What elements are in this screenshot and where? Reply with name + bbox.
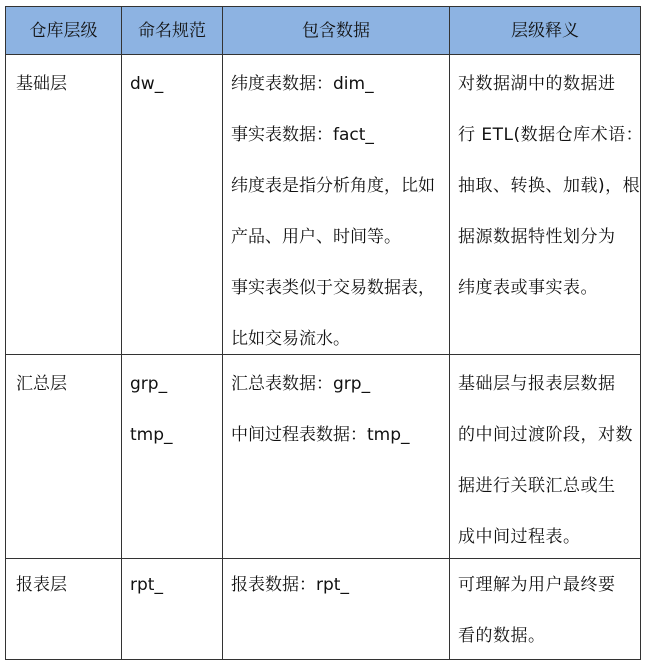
data-cell xyxy=(231,59,435,365)
naming-value: rpt_ xyxy=(130,575,163,595)
data-line: 报表数据：rpt_ xyxy=(231,575,349,595)
data-line: 汇总表数据：grp_ xyxy=(231,374,371,394)
header-naming: 命名规范 xyxy=(138,21,206,41)
level-cell: 报表层 xyxy=(16,575,67,595)
data-line: 纬度表是指分析角度，比如 xyxy=(231,176,435,196)
header-desc: 层级释义 xyxy=(511,21,579,41)
desc-line: 基础层与报表层数据 xyxy=(458,374,616,394)
desc-cell xyxy=(458,560,616,662)
desc-line: 成中间过程表。 xyxy=(458,527,581,547)
naming-value: tmp_ xyxy=(130,425,173,445)
data-cell xyxy=(231,560,349,611)
level-cell: 基础层 xyxy=(16,74,67,94)
desc-line: 行 ETL(数据仓库术语： xyxy=(458,125,644,145)
desc-line: 可理解为用户最终要 xyxy=(458,575,616,595)
data-line: 中间过程表数据：tmp_ xyxy=(231,425,410,445)
column-divider xyxy=(222,7,223,659)
column-divider xyxy=(449,7,450,659)
data-line: 事实表类似于交易数据表， xyxy=(231,278,435,298)
naming-value: grp_ xyxy=(130,374,168,394)
desc-line: 的中间过渡阶段，对数 xyxy=(458,425,633,445)
data-line: 事实表数据：fact_ xyxy=(231,125,374,145)
data-warehouse-table xyxy=(5,6,644,660)
naming-cell xyxy=(130,59,163,110)
data-line: 比如交易流水。 xyxy=(231,329,350,349)
desc-line: 看的数据。 xyxy=(458,626,546,646)
table-row-summary-level xyxy=(16,359,67,410)
data-line: 纬度表数据：dim_ xyxy=(231,74,374,94)
table-row-base-level xyxy=(16,59,67,110)
desc-line: 抽取、转换、加载)，根 xyxy=(458,176,641,196)
desc-line: 对数据湖中的数据进 xyxy=(458,74,616,94)
column-divider xyxy=(121,7,122,659)
table-row-report-level xyxy=(16,560,67,611)
desc-line: 据进行关联汇总或生 xyxy=(458,476,616,496)
data-line: 产品、用户、时间等。 xyxy=(231,227,401,247)
header-level: 仓库层级 xyxy=(29,21,98,41)
naming-cell xyxy=(130,359,173,461)
table-header xyxy=(6,7,640,55)
naming-cell xyxy=(130,560,163,611)
desc-line: 据源数据特性划分为 xyxy=(458,227,616,247)
level-cell: 汇总层 xyxy=(16,374,67,394)
desc-cell xyxy=(458,59,643,314)
data-cell xyxy=(231,359,410,461)
desc-cell xyxy=(458,359,633,563)
header-data: 包含数据 xyxy=(302,21,370,41)
naming-value: dw_ xyxy=(130,74,164,94)
desc-line: 纬度表或事实表。 xyxy=(458,278,598,298)
